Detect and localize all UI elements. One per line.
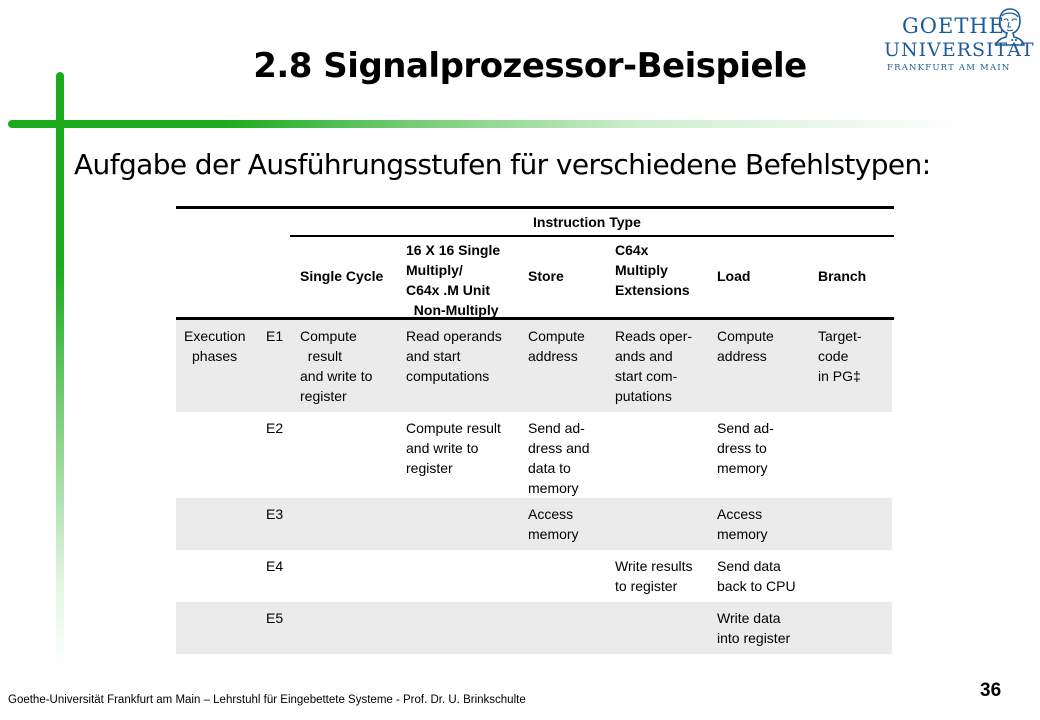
- column-header-line: Multiply/: [406, 262, 463, 278]
- column-header-line: C64x: [615, 242, 649, 258]
- table-cell-line: computations: [406, 368, 490, 384]
- table-cell-line: register: [406, 460, 453, 476]
- row-header-line: phases: [192, 348, 238, 364]
- row-header-execution-phases: [184, 326, 245, 366]
- table-cell-line: start com-: [615, 368, 678, 384]
- table-top-rule: [176, 206, 894, 209]
- column-header-line: Branch: [818, 268, 867, 284]
- table-cell: [528, 504, 579, 544]
- phase-label: E2: [266, 420, 284, 436]
- group-header: Instruction Type: [533, 214, 641, 230]
- table-cell: [528, 326, 585, 366]
- slide-subtitle: Aufgabe der Ausführungsstufen für verschiedene Befehlstypen:: [74, 148, 931, 181]
- table-cell-line: memory: [528, 526, 579, 542]
- table-cell: [717, 556, 796, 596]
- column-header: [406, 240, 500, 320]
- table-cell: [406, 418, 501, 478]
- phase-label: E4: [266, 558, 284, 574]
- table-cell-line: and start: [406, 348, 461, 364]
- column-header: [615, 240, 690, 300]
- green-vertical-line: [56, 72, 64, 672]
- table-cell-line: in PG‡: [818, 368, 861, 384]
- table-cell-line: Send ad-: [717, 420, 774, 436]
- table-cell-line: Write data: [717, 610, 781, 626]
- table-cell-line: address: [717, 348, 767, 364]
- instruction-type-table: [176, 206, 894, 656]
- table-cell-line: dress and: [528, 440, 590, 456]
- column-header-line: Store: [528, 268, 564, 284]
- table-cell-line: into register: [717, 630, 791, 646]
- table-cell-line: address: [528, 348, 578, 364]
- table-cell-line: and write to: [300, 368, 373, 384]
- table-cell-line: code: [818, 348, 849, 364]
- table-cell-line: and write to: [406, 440, 479, 456]
- table-cell-line: back to CPU: [717, 578, 796, 594]
- table-cell-line: Compute: [528, 328, 585, 344]
- table-cell: [717, 326, 774, 366]
- table-cell-line: putations: [615, 388, 672, 404]
- column-header: [818, 266, 866, 286]
- phase-label: E5: [266, 610, 284, 626]
- table-cell-line: Send ad-: [528, 420, 585, 436]
- table-cell-line: ands and: [615, 348, 673, 364]
- footer-text: Goethe-Universität Frankfurt am Main – Lehrstuhl für Eingebettete Systeme - Prof. Dr. U. Brinkschulte: [8, 694, 526, 706]
- table-cell-line: memory: [717, 460, 768, 476]
- table-cell: [300, 326, 372, 406]
- table-cell-line: memory: [717, 526, 768, 542]
- column-header-line: 16 X 16 Single: [406, 242, 501, 258]
- page-number: 36: [980, 680, 1002, 701]
- column-header-line: C64x .M Unit: [406, 282, 491, 298]
- row-header-line: Execution: [184, 328, 246, 344]
- table-cell-line: Compute result: [406, 420, 501, 436]
- table-cell-line: Read operands: [406, 328, 502, 344]
- table-cell-line: Send data: [717, 558, 781, 574]
- table-cell-line: data to: [528, 460, 571, 476]
- column-header-line: Non-Multiply: [406, 302, 499, 318]
- column-header-line: Load: [717, 268, 751, 284]
- logo-line-2: UNIVERSITÄT: [884, 39, 1035, 61]
- table-cell-line: Reads oper-: [615, 328, 693, 344]
- table-cell-line: Compute: [717, 328, 774, 344]
- column-header-line: Extensions: [615, 282, 690, 298]
- table-cell: [615, 326, 692, 406]
- column-header-line: Single Cycle: [300, 268, 384, 284]
- table-cell-line: Target-: [818, 328, 862, 344]
- phase-label: E1: [266, 328, 284, 344]
- header-bottom-rule: [176, 317, 894, 320]
- table-cell: [615, 556, 693, 596]
- table-cell-line: to register: [615, 578, 678, 594]
- table-cell: [717, 608, 790, 648]
- column-header-line: Multiply: [615, 262, 668, 278]
- group-header-rule: [290, 235, 894, 237]
- table-cell-line: Write results: [615, 558, 693, 574]
- phase-label: E3: [266, 506, 284, 522]
- table-cell: [528, 418, 589, 498]
- table-cell: [818, 326, 862, 386]
- table-cell-line: dress to: [717, 440, 767, 456]
- table-cell-line: result: [300, 348, 343, 364]
- logo-line-3: FRANKFURT AM MAIN: [887, 63, 1011, 73]
- table-cell: [406, 326, 502, 386]
- logo-line-1: GOETHE: [902, 14, 1005, 38]
- table-cell-line: Access: [528, 506, 574, 522]
- column-header: [528, 266, 564, 286]
- slide-title: 2.8 Signalprozessor-Beispiele: [253, 46, 807, 86]
- table-cell-line: Compute: [300, 328, 357, 344]
- table-cell: [717, 504, 768, 544]
- column-header: [300, 266, 383, 286]
- university-logo: [884, 6, 1034, 72]
- column-header: [717, 266, 750, 286]
- table-cell-line: Access: [717, 506, 763, 522]
- table-cell-line: register: [300, 388, 347, 404]
- green-horizontal-line: [8, 120, 968, 128]
- goethe-portrait-icon: [990, 6, 1030, 46]
- table-cell: [717, 418, 774, 478]
- table-cell-line: memory: [528, 480, 579, 496]
